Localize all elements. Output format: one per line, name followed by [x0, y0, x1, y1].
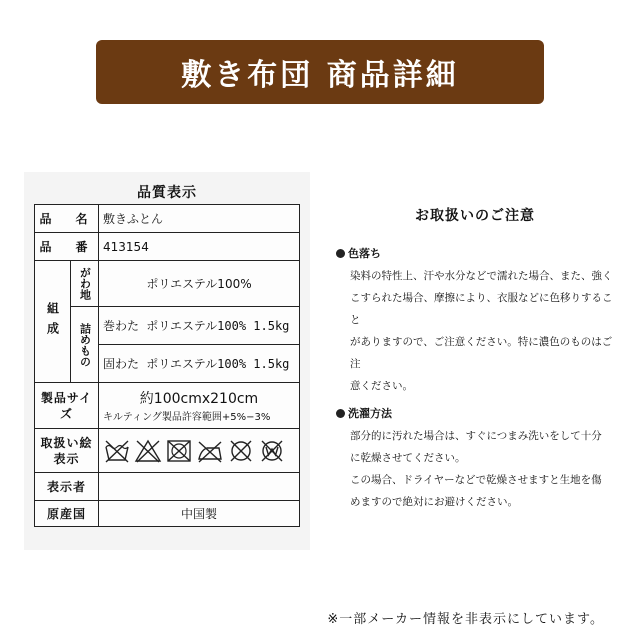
table-row — [35, 429, 300, 473]
labeler-value — [99, 473, 300, 501]
number-label: 品 番 — [35, 233, 99, 261]
bullet-icon — [336, 409, 345, 418]
quality-label-card — [24, 172, 310, 550]
name-label: 品 名 — [35, 205, 99, 233]
wet-clean-w-icon — [258, 438, 286, 464]
size-label: 製品サイズ — [35, 383, 99, 429]
footnote: ※一部メーカー情報を非表示にしています。 — [327, 612, 604, 627]
color-fading-heading: 色落ち — [336, 245, 620, 261]
banner-title: 敷き布団 商品詳細 — [181, 58, 459, 93]
table-row — [35, 205, 300, 233]
table-row — [35, 261, 300, 307]
size-note: キルティング製品許容範囲+5%−3% — [103, 412, 271, 423]
notes-title: お取扱いのご注意 — [415, 208, 535, 224]
table-row — [35, 307, 300, 345]
care-notes — [330, 205, 620, 513]
number-value: 413154 — [99, 233, 300, 261]
care-label: 取扱い絵表示 — [35, 429, 99, 473]
washing-text: 部分的に汚れた場合は、すぐにつまみ洗いをして十分 に乾燥させてください。 この場合、ドライヤーなどで乾燥させますと生地を傷 めますので絶対にお避けください。 — [350, 430, 602, 508]
care-icons-cell — [99, 429, 300, 473]
page-title-banner — [96, 40, 544, 104]
name-value: 敷きふとん — [99, 205, 300, 233]
wash-tub-crossed-icon — [103, 438, 131, 464]
filling1-value: 巻わた ポリエステル100% 1.5kg — [99, 307, 300, 345]
filling-label: 詰めもの — [71, 307, 99, 383]
size-cell — [99, 383, 300, 429]
table-row — [35, 383, 300, 429]
table-row — [35, 473, 300, 501]
tumble-dry-crossed-icon — [165, 438, 193, 464]
table-row — [35, 233, 300, 261]
shell-label: がわ地 — [71, 261, 99, 307]
quality-table — [34, 204, 300, 527]
bullet-icon — [336, 249, 345, 258]
size-value: 約100cmx210cm — [139, 391, 259, 407]
table-row — [35, 501, 300, 527]
shell-value: ポリエステル100% — [99, 261, 300, 307]
origin-label: 原産国 — [35, 501, 99, 527]
iron-crossed-icon — [196, 438, 224, 464]
labeler-label: 表示者 — [35, 473, 99, 501]
filling2-value: 固わた ポリエステル100% 1.5kg — [99, 345, 300, 383]
washing-heading: 洗濯方法 — [336, 405, 620, 421]
bleach-crossed-icon — [134, 438, 162, 464]
composition-label: 組成 — [35, 261, 71, 383]
origin-value: 中国製 — [99, 501, 300, 527]
dry-clean-crossed-icon — [227, 438, 255, 464]
label-heading: 品質表示 — [137, 185, 197, 201]
color-fading-text: 染料の特性上、汗や水分などで濡れた場合、また、強く こすられた場合、摩擦により、衣服などに色移りすること がありますので、ご注意ください。特に濃色のものはご注 意ください。 — [350, 270, 613, 392]
